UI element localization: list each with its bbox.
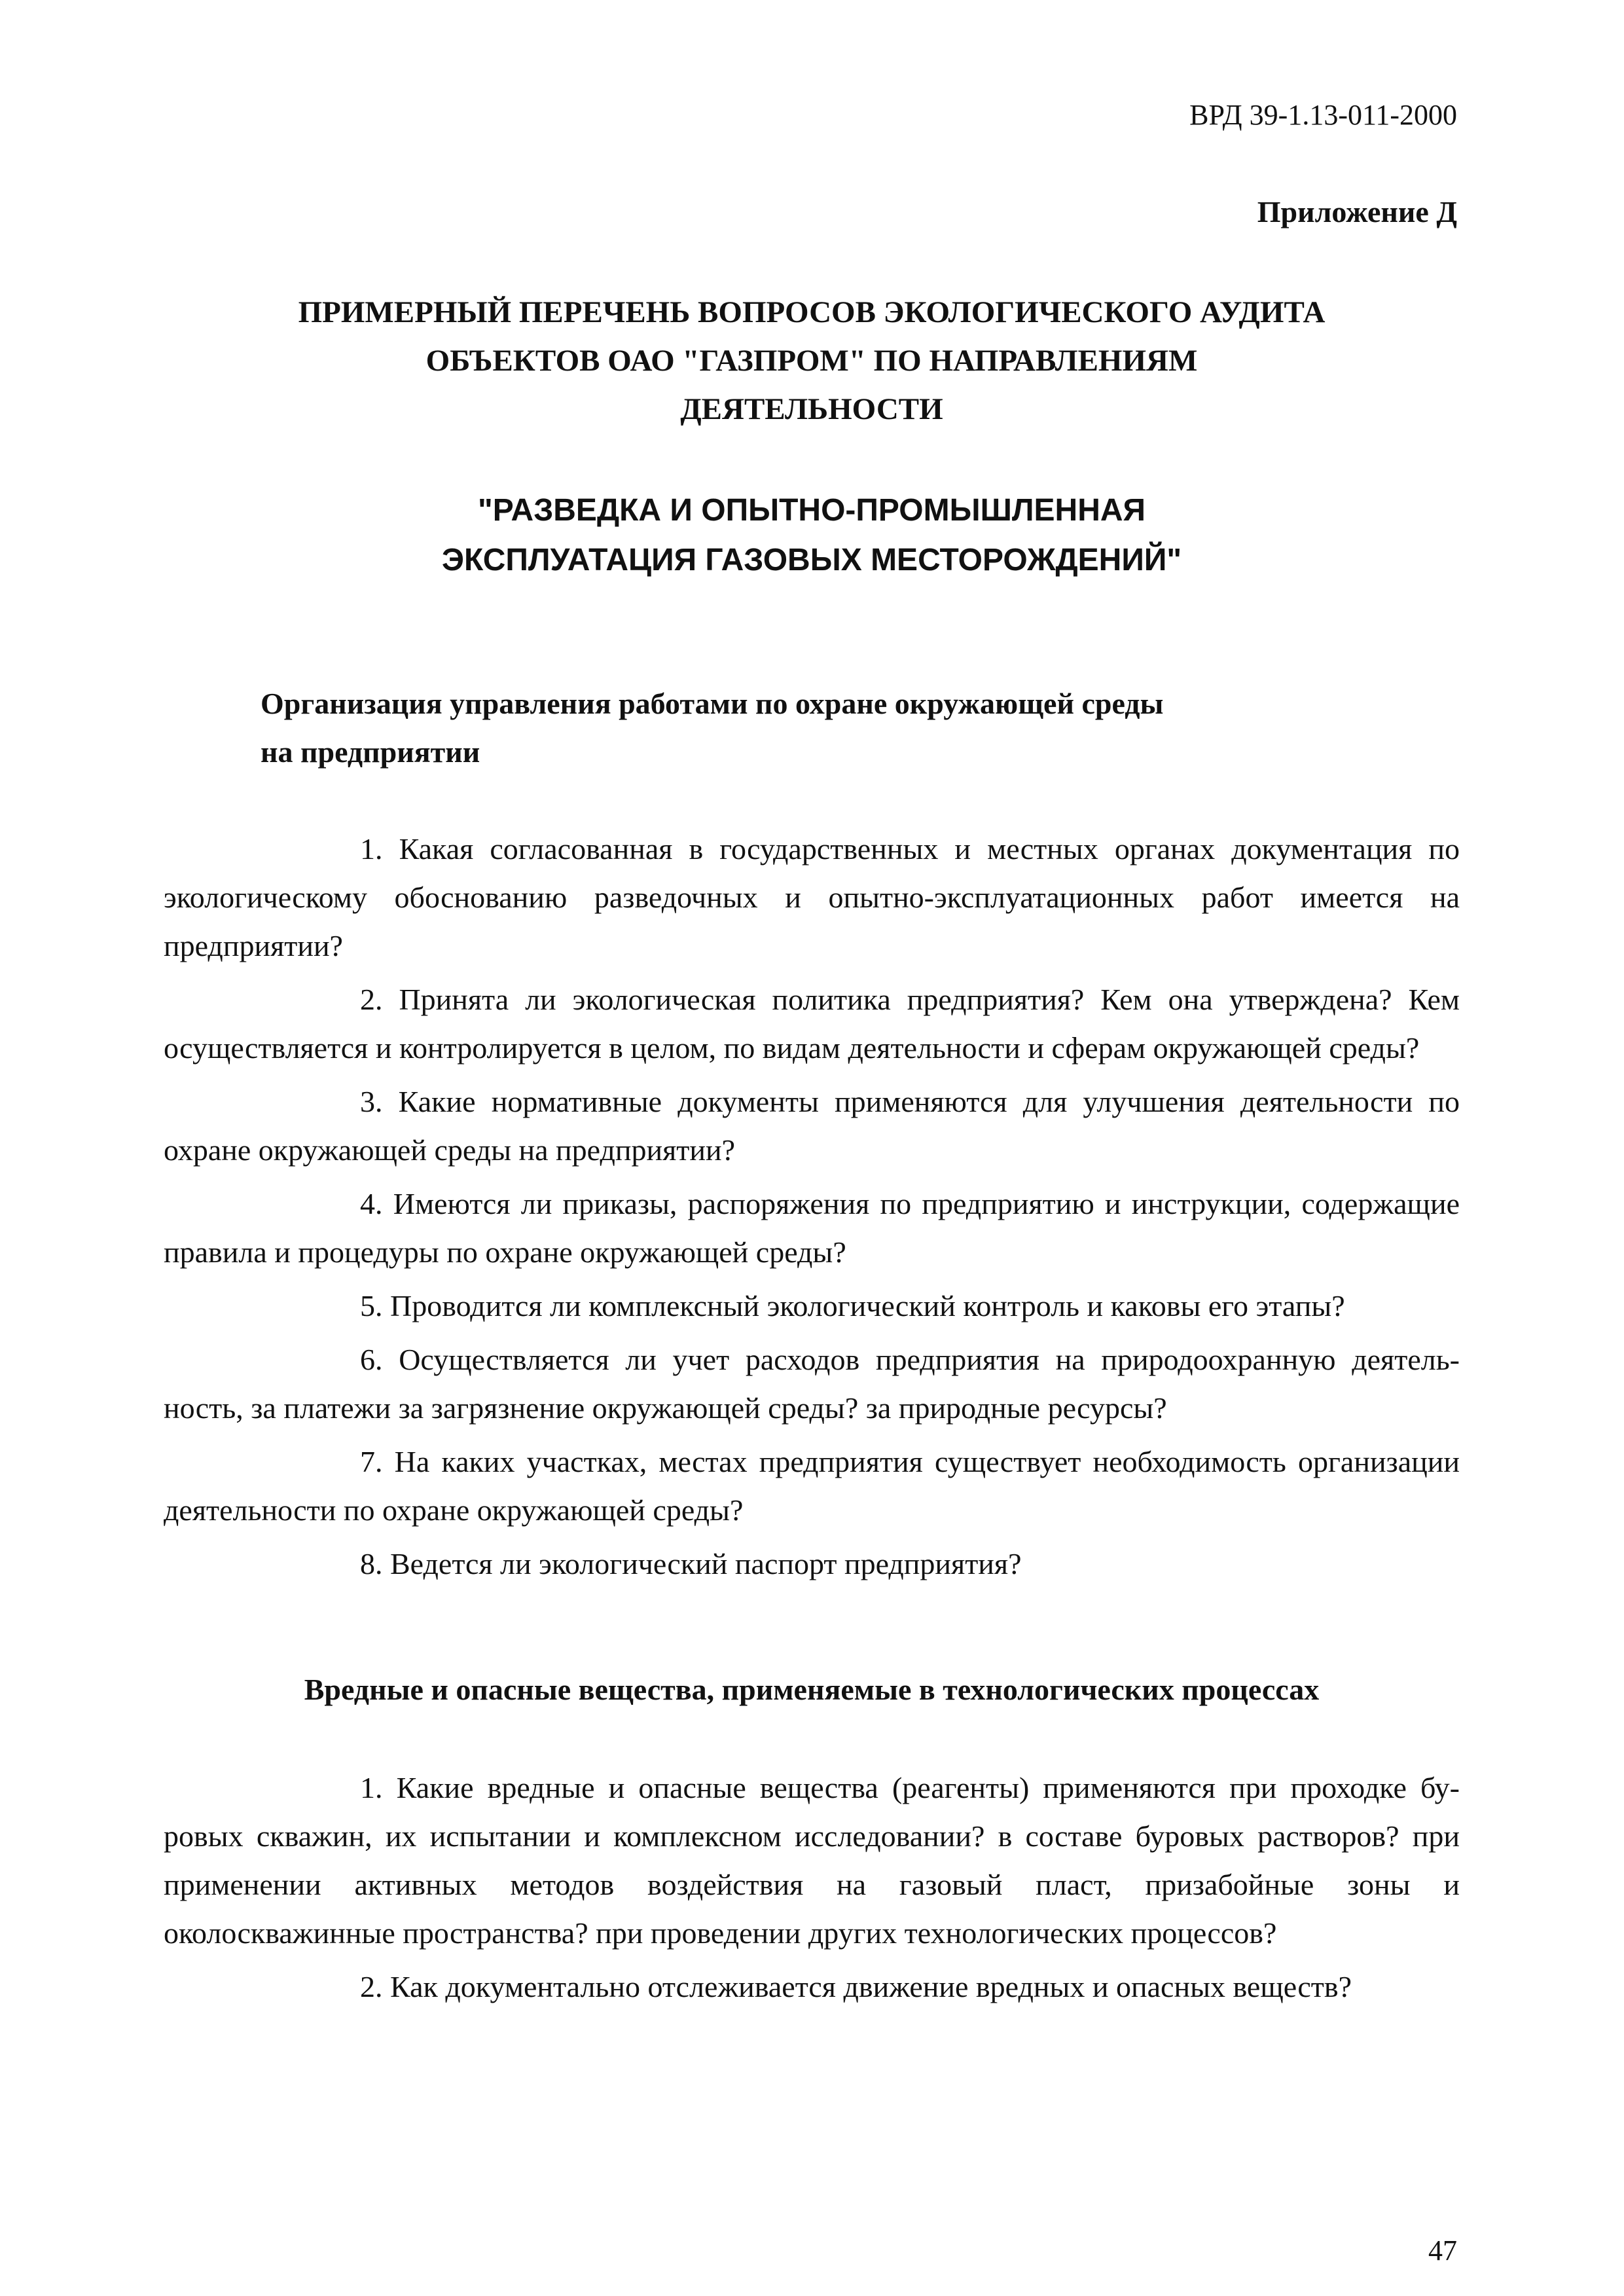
question-text: Какие вредные и опасные вещества (реагенты) применяются при проходке буровых скважин, их испытании и комплексном исследовании? в составе буровых растворов? при применении активных методов воздействия на газовый пласт, призабойные зоны и околоскважинные пространства? при проведении других технологических процессов? (164, 1771, 1460, 1950)
question-text: Принята ли экологическая политика предприятия? Кем она утверждена? Кем осуществляется и контролируется в целом, по видам деятельности и сферам окружающей среды? (164, 983, 1460, 1065)
question-item (164, 1764, 1460, 1958)
question-number: 4. (360, 1187, 383, 1220)
question-number: 5. (360, 1289, 383, 1322)
question-item (164, 1540, 1460, 1588)
section-heading-line: Организация управления работами по охране окружающей среды (261, 687, 1164, 720)
question-text: Проводится ли комплексный экологический контроль и каковы его этапы? (390, 1289, 1345, 1322)
question-number: 3. (360, 1085, 383, 1118)
question-list-hazardous-substances (164, 1764, 1460, 2011)
question-text: Какая согласованная в государственных и местных органах документация по экологическому обоснованию разведочных и опытно-эксплуатационных работ имеется на предприятии? (164, 832, 1460, 962)
question-item (164, 1336, 1460, 1432)
question-item (164, 975, 1460, 1072)
question-number: 8. (360, 1547, 383, 1580)
question-text: Какие нормативные документы применяются для улучшения деятельности по охране окружающей среды на предприятии? (164, 1085, 1460, 1167)
section-heading-line: Вредные и опасные вещества, применяемые в технологических процессах (304, 1673, 1320, 1706)
main-title-line: ПРИМЕРНЫЙ ПЕРЕЧЕНЬ ВОПРОСОВ ЭКОЛОГИЧЕСКОГО АУДИТА (298, 295, 1326, 329)
main-title-line: ДЕЯТЕЛЬНОСТИ (680, 392, 943, 426)
question-item (164, 1963, 1460, 2011)
appendix-label: Приложение Д (1257, 195, 1457, 228)
question-text: Осуществляется ли учет расходов предприятия на природоохранную деятельность, за платежи за загрязнение окружающей среды? за природные ресурсы? (164, 1343, 1460, 1425)
question-number: 1. (360, 832, 383, 866)
page-number: 47 (1428, 2234, 1457, 2267)
question-number: 7. (360, 1445, 383, 1478)
sub-title-line: "РАЗВЕДКА И ОПЫТНО-ПРОМЫШЛЕННАЯ (477, 493, 1146, 528)
sub-title-line: ЭКСПЛУАТАЦИЯ ГАЗОВЫХ МЕСТОРОЖДЕНИЙ" (441, 543, 1182, 577)
question-item (164, 1078, 1460, 1175)
section-heading-line: на предприятии (261, 735, 480, 769)
question-text: Ведется ли экологический паспорт предприятия? (390, 1547, 1022, 1580)
question-number: 2. (360, 983, 383, 1016)
sub-title (196, 486, 1427, 585)
main-title (196, 288, 1427, 433)
question-number: 6. (360, 1343, 383, 1376)
document-code: ВРД 39-1.13-011-2000 (1189, 99, 1457, 131)
question-item (164, 1282, 1460, 1330)
question-item (164, 1180, 1460, 1277)
question-number: 1. (360, 1771, 383, 1804)
question-item (164, 825, 1460, 970)
main-title-line: ОБЪЕКТОВ ОАО "ГАЗПРОМ" ПО НАПРАВЛЕНИЯМ (425, 344, 1198, 378)
question-number: 2. (360, 1970, 383, 2003)
question-text: Как документально отслеживается движение вредных и опасных веществ? (390, 1970, 1352, 2003)
question-item (164, 1438, 1460, 1535)
question-text: На каких участках, местах предприятия существует необходимость организации деятельности по охране окружающей среды? (164, 1445, 1460, 1527)
section-heading-management (261, 680, 1308, 776)
question-list-management (164, 825, 1460, 1588)
question-text: Имеются ли приказы, распоряжения по предприятию и инструкции, содержащие правила и процедуры по охране окружающей среды? (164, 1187, 1460, 1269)
section-heading-hazardous-substances (164, 1666, 1460, 1714)
